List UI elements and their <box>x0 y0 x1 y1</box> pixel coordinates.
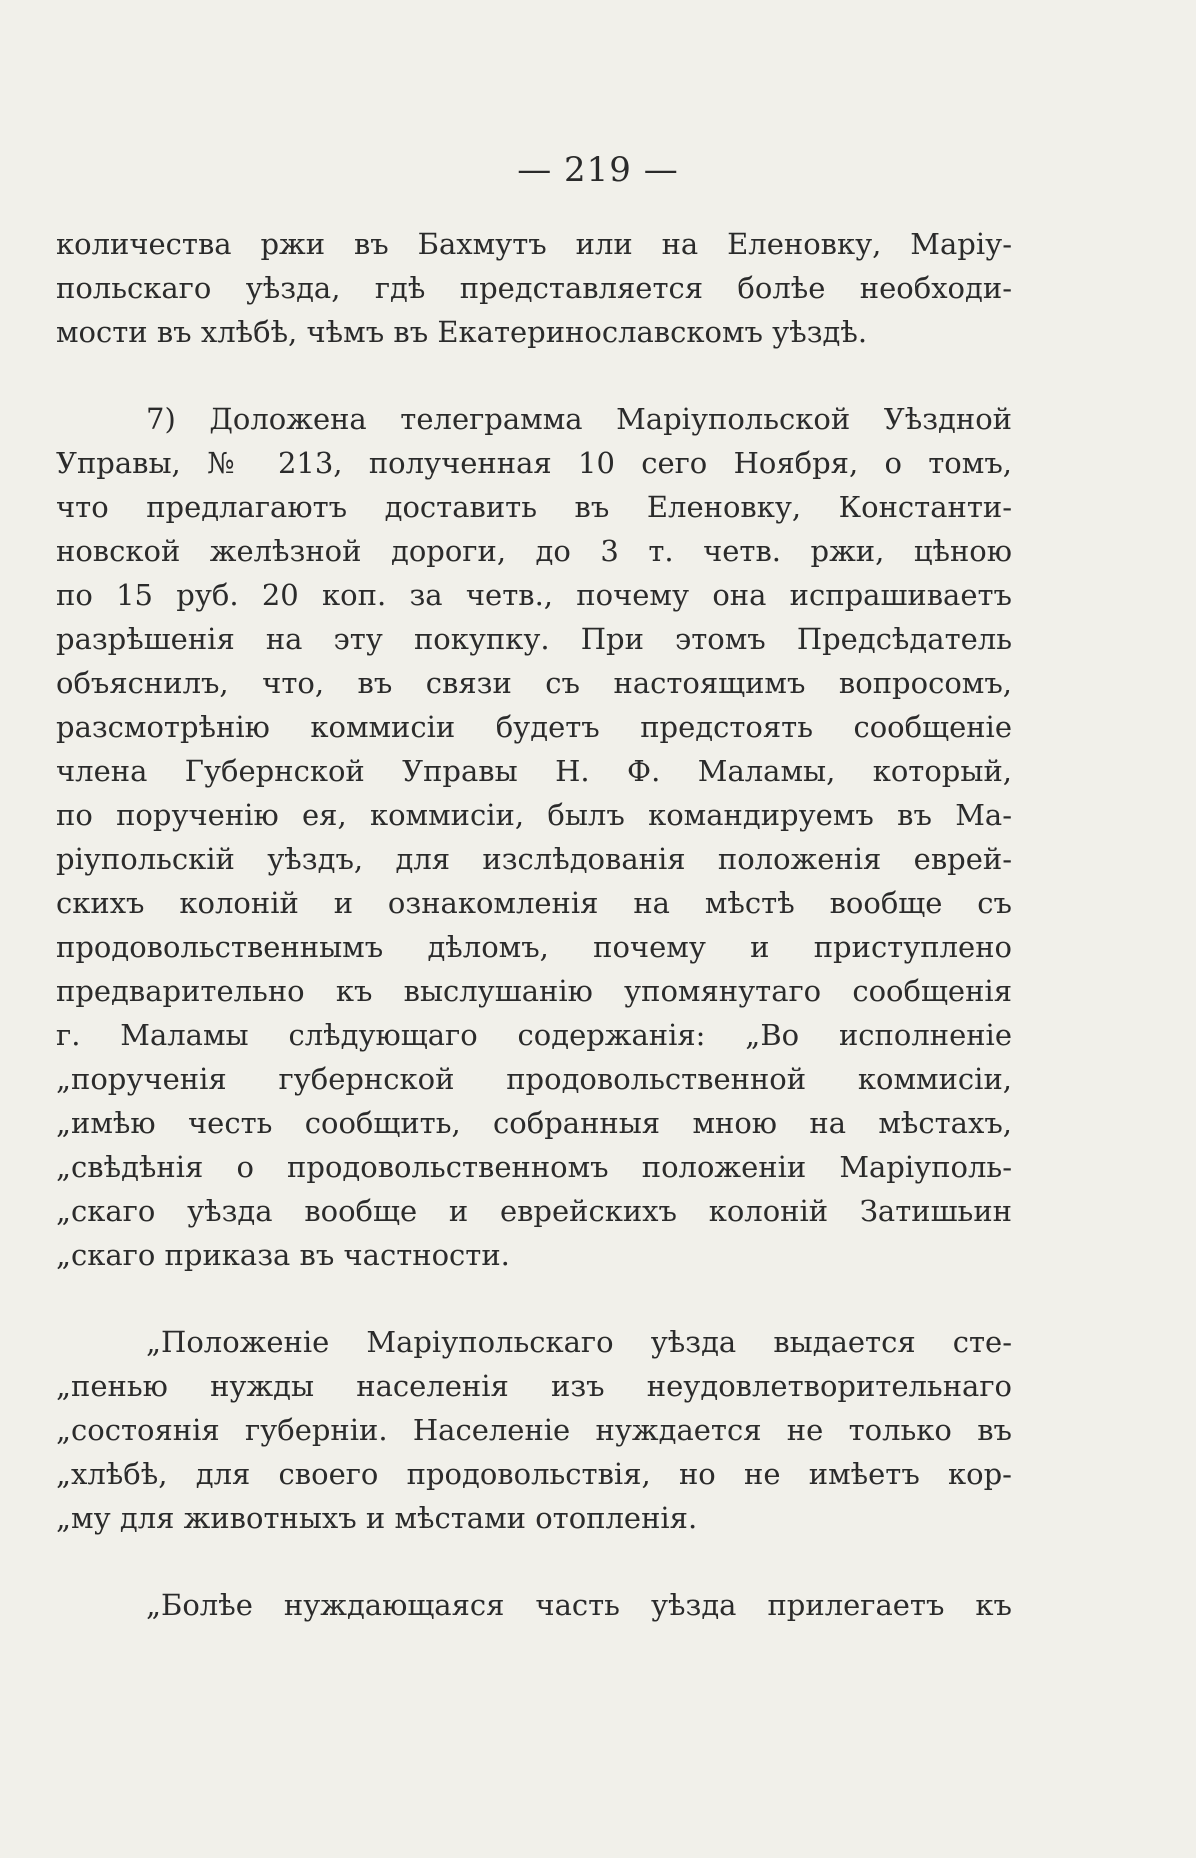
text-line: по порученію ея, коммисіи, былъ командируемъ въ Ма- <box>56 798 1012 832</box>
text-line: что предлагаютъ доставить въ Еленовку, Константи- <box>56 490 1012 524</box>
text-line: „скаго уѣзда вообще и еврейскихъ колоній Затишьин <box>56 1194 1012 1228</box>
text-line: предварительно къ выслушанію упомянутаго сообщенія <box>56 974 1012 1008</box>
text-line: „хлѣбѣ, для своего продовольствія, но не имѣетъ кор- <box>56 1457 1012 1491</box>
text-line: „порученія губернской продовольственной коммисіи, <box>56 1062 1012 1096</box>
text-line: „му для животныхъ и мѣстами отопленія. <box>56 1501 698 1535</box>
text-line: „состоянія губерніи. Населеніе нуждается не только въ <box>56 1413 1012 1447</box>
text-line: члена Губернской Управы Н. Ф. Маламы, который, <box>56 754 1012 788</box>
text-line: „свѣдѣнія о продовольственномъ положеніи Маріуполь- <box>56 1150 1012 1184</box>
text-line: скихъ колоній и ознакомленія на мѣстѣ вообще съ <box>56 886 1012 920</box>
text-line: Управы, № 213, полученная 10 сего Ноября, о томъ, <box>56 446 1012 480</box>
text-line: „Положеніе Маріупольскаго уѣзда выдается сте- <box>146 1325 1012 1359</box>
text-line: новской желѣзной дороги, до 3 т. четв. ржи, цѣною <box>56 534 1012 568</box>
text-line: г. Маламы слѣдующаго содержанія: „Во исполненіе <box>56 1018 1012 1052</box>
text-line: по 15 руб. 20 коп. за четв., почему она испрашиваетъ <box>56 578 1012 612</box>
text-line: „Болѣе нуждающаяся часть уѣзда прилегаетъ къ <box>146 1588 1012 1622</box>
text-line: количества ржи въ Бахмутъ или на Еленовку, Маріу- <box>56 227 1012 261</box>
text-line: продовольственнымъ дѣломъ, почему и приступлено <box>56 930 1012 964</box>
text-line: польскаго уѣзда, гдѣ представляется болѣе необходи- <box>56 271 1012 305</box>
page-number: — 219 — <box>517 150 679 190</box>
text-line: разсмотрѣнію коммисіи будетъ предстоять сообщеніе <box>56 710 1012 744</box>
text-line: мости въ хлѣбѣ, чѣмъ въ Екатеринославскомъ уѣздѣ. <box>56 315 868 349</box>
text-line: „пенью нужды населенія изъ неудовлетворительнаго <box>56 1369 1012 1403</box>
text-line: объяснилъ, что, въ связи съ настоящимъ вопросомъ, <box>56 666 1012 700</box>
text-line: „скаго приказа въ частности. <box>56 1238 510 1272</box>
text-line: „имѣю честь сообщить, собранныя мною на мѣстахъ, <box>56 1106 1012 1140</box>
text-line: ріупольскій уѣздъ, для изслѣдованія положенія еврей- <box>56 842 1012 876</box>
text-line: 7) Доложена телеграмма Маріупольской Уѣздной <box>146 402 1012 436</box>
text-line: разрѣшенія на эту покупку. При этомъ Предсѣдатель <box>56 622 1012 656</box>
